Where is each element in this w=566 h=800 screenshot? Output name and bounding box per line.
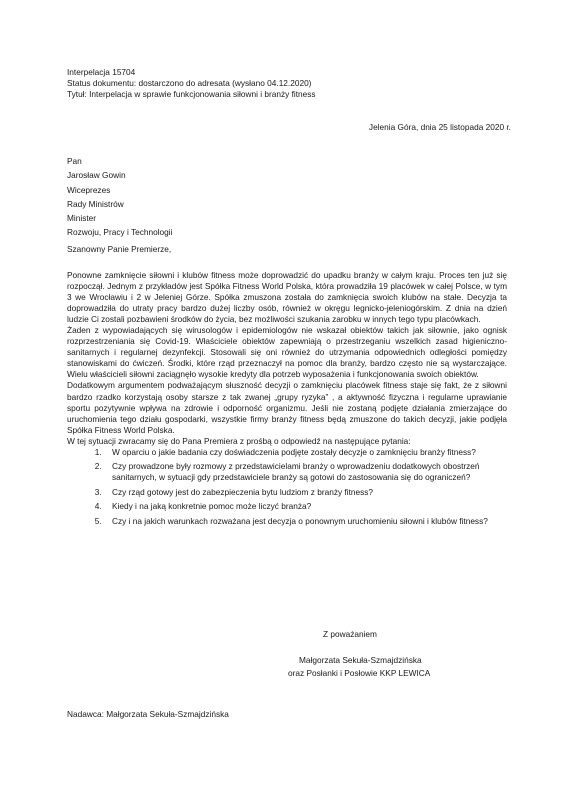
document-title: Tytuł: Interpelacja w sprawie funkcjonowania siłowni i branży fitness: [67, 89, 316, 100]
body-paragraph: Dodatkowym argumentem podważającym słuszność decyzji o zamknięciu placówek fitness staje się fakt, że z siłowni bardzo rzadko korzystają osoby starsze z tak zwanej „grupy ryzyka” , a aktywność fizyczna i regularne uprawianie sportu pozytywnie wpływa na zdrowie i odporność organizmu. Jeśli nie zostaną podjęte działania zmierzające do uruchomienia tego działu gospodarki, wszystkie firmy branży fitness będą zmuszone do takich decyzji, jakie podjęła Spółka Fitness World Polska.: [67, 380, 507, 435]
signature-name: Małgorzata Sekuła-Szmajdzińska: [299, 655, 422, 665]
questions-list: [67, 447, 507, 527]
question-item: 5. Czy i na jakich warunkach rozważana jest decyzja o ponownym uruchomieniu siłowni i klubów fitness?: [104, 516, 507, 527]
recipient-block: [67, 154, 172, 240]
recipient-line: Wiceprezes: [67, 184, 111, 195]
recipient-line: Rady Ministrów: [67, 198, 124, 209]
sender-line: Nadawca: Małgorzata Sekuła-Szmajdzińska: [67, 709, 229, 719]
recipient-line: Pan: [67, 156, 82, 166]
question-item: 1. W oparciu o jakie badania czy doświadczenia podjęte zostały decyzje o zamknięciu branży fitness?: [104, 447, 507, 458]
recipient-line: Jarosław Gowin: [67, 170, 126, 181]
place-date: Jelenia Góra, dnia 25 listopada 2020 r.: [368, 122, 511, 132]
question-item: 3. Czy rząd gotowy jest do zabezpieczenia bytu ludziom z branży fitness?: [104, 487, 507, 498]
document-header: [67, 67, 316, 100]
recipient-line: Minister: [67, 213, 97, 224]
question-item: 4. Kiedy i na jaką konkretnie pomoc może liczyć branża?: [104, 501, 507, 512]
letter-body: [67, 270, 507, 531]
interpellation-number: Interpelacja 15704: [67, 67, 136, 77]
salutation: Szanowny Panie Premierze,: [67, 244, 172, 254]
body-paragraph: Żaden z wypowiadających się wirusologów i epidemiologów nie wskazał obiektów takich jak siłownie, jako ognisk rozprzestrzeniania się Covid-19. Właściciele obiektów zapewniają o przestrzeganiu wszelkich zasad higieniczno-sanitarnych i regularnej dezynfekcji. Stosowali się oni również do utrzymania odpowiednich odległości pomiędzy stanowiskami do ćwiczeń. Środki, które rząd przeznaczył na pomoc dla branży, bardzo często nie są wystarczające. Wielu właścicieli siłowni zaciągnęło wysokie kredyty dla potrzeb wyposażenia i funkcjonowania swoich obiektów.: [67, 325, 507, 380]
questions-intro: W tej sytuacji zwracamy się do Pana Premiera z prośbą o odpowiedź na następujące pytania:: [67, 435, 411, 446]
document-status: Status dokumentu: dostarczono do adresata (wysłano 04.12.2020): [67, 78, 312, 89]
body-paragraph: Ponowne zamknięcie siłowni i klubów fitness może doprowadzić do upadku branży w całym kraju. Proces ten już się rozpoczął. Jednym z przykładów jest Spółka Fitness World Polska, która prowadziła 19 placówek w całej Polsce, w tym 3 we Wrocławiu i 2 w Jeleniej Górze. Spółka zmuszona została do zamknięcia swoich klubów na stałe. Decyzja ta doprowadziła do utraty pracy bardzo dużej liczby osób, również w okręgu legnicko-jeleniogórskim. Z dnia na dzień ludzie Ci zostali pozbawieni środków do życia, bez możliwości szukania zarobku w innych tego typu placówkach.: [67, 270, 507, 325]
question-item: 2. Czy prowadzone były rozmowy z przedstawicielami branży o wprowadzeniu dodatkowych obostrzeń sanitarnych, w sytuacji gdy przedstawiciele branży są gotowi do zastosowania się do ograniczeń?: [104, 461, 507, 483]
signature-group: oraz Posłanki i Posłowie KKP LEWICA: [288, 668, 431, 678]
closing-phrase: Z poważaniem: [323, 629, 377, 639]
recipient-line: Rozwoju, Pracy i Technologii: [67, 227, 173, 238]
